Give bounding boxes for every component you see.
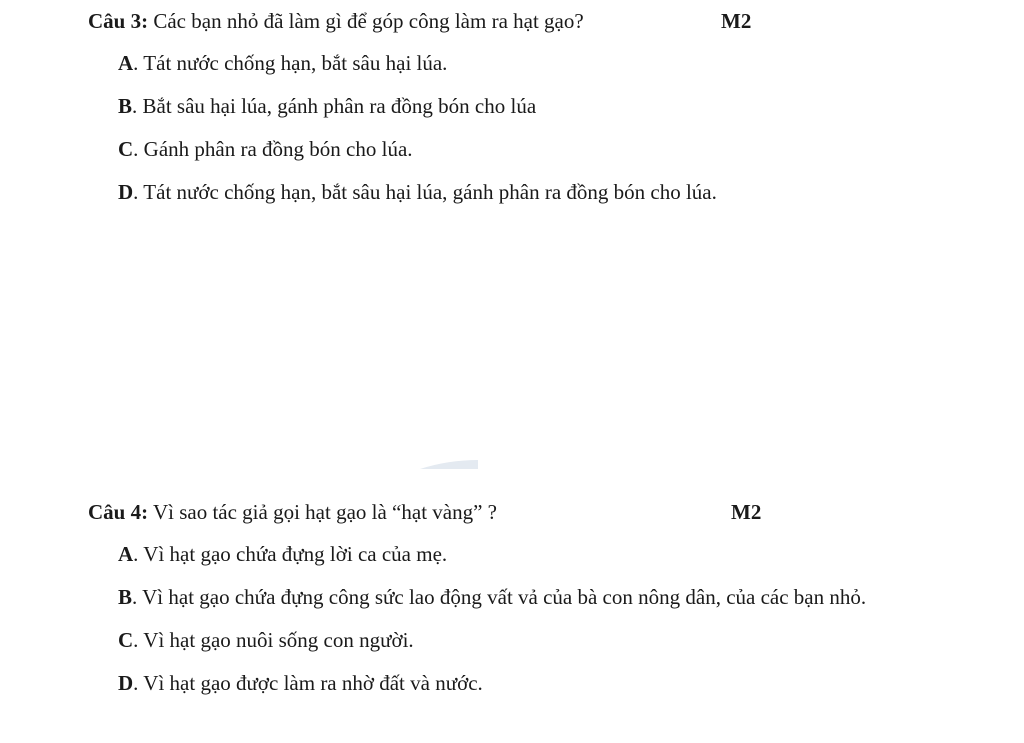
- scan-artifact: [418, 458, 480, 470]
- question-4-option-a: [118, 541, 447, 567]
- question-4-label: Câu 4:: [88, 500, 149, 524]
- question-4-heading: [88, 499, 497, 525]
- option-text: . Vì hạt gạo chứa đựng công sức lao động vất vả của bà con nông dân, của các bạn nhỏ.: [132, 585, 867, 609]
- option-text: . Tát nước chống hạn, bắt sâu hại lúa.: [133, 51, 448, 75]
- question-4-option-b: [118, 584, 866, 610]
- question-3-option-c: [118, 136, 413, 162]
- question-3-heading: [88, 8, 584, 34]
- option-text: . Vì hạt gạo được làm ra nhờ đất và nước.: [133, 671, 483, 695]
- question-3-text: Các bạn nhỏ đã làm gì để góp công làm ra hạt gạo?: [148, 9, 584, 33]
- question-4-option-d: [118, 670, 483, 696]
- question-4-option-c: [118, 627, 414, 653]
- option-letter: D: [118, 671, 134, 695]
- option-letter: D: [118, 180, 134, 204]
- question-4-text: Vì sao tác giả gọi hạt gạo là “hạt vàng” ?: [148, 500, 497, 524]
- question-3-option-d: [118, 179, 717, 205]
- question-4-level: M2: [731, 500, 762, 524]
- option-letter: B: [118, 94, 133, 118]
- question-3-option-a: [118, 50, 447, 76]
- option-text: . Vì hạt gạo nuôi sống con người.: [133, 628, 414, 652]
- question-3-level: M2: [721, 9, 752, 33]
- option-letter: C: [118, 137, 134, 161]
- option-text: . Vì hạt gạo chứa đựng lời ca của mẹ.: [133, 542, 448, 566]
- option-letter: B: [118, 585, 133, 609]
- option-text: . Gánh phân ra đồng bón cho lúa.: [133, 137, 413, 161]
- option-letter: A: [118, 51, 134, 75]
- question-3-option-b: [118, 93, 536, 119]
- option-letter: A: [118, 542, 134, 566]
- question-3-label: Câu 3:: [88, 9, 149, 33]
- option-text: . Bắt sâu hại lúa, gánh phân ra đồng bón cho lúa: [132, 94, 537, 118]
- option-text: . Tát nước chống hạn, bắt sâu hại lúa, gánh phân ra đồng bón cho lúa.: [133, 180, 717, 204]
- option-letter: C: [118, 628, 134, 652]
